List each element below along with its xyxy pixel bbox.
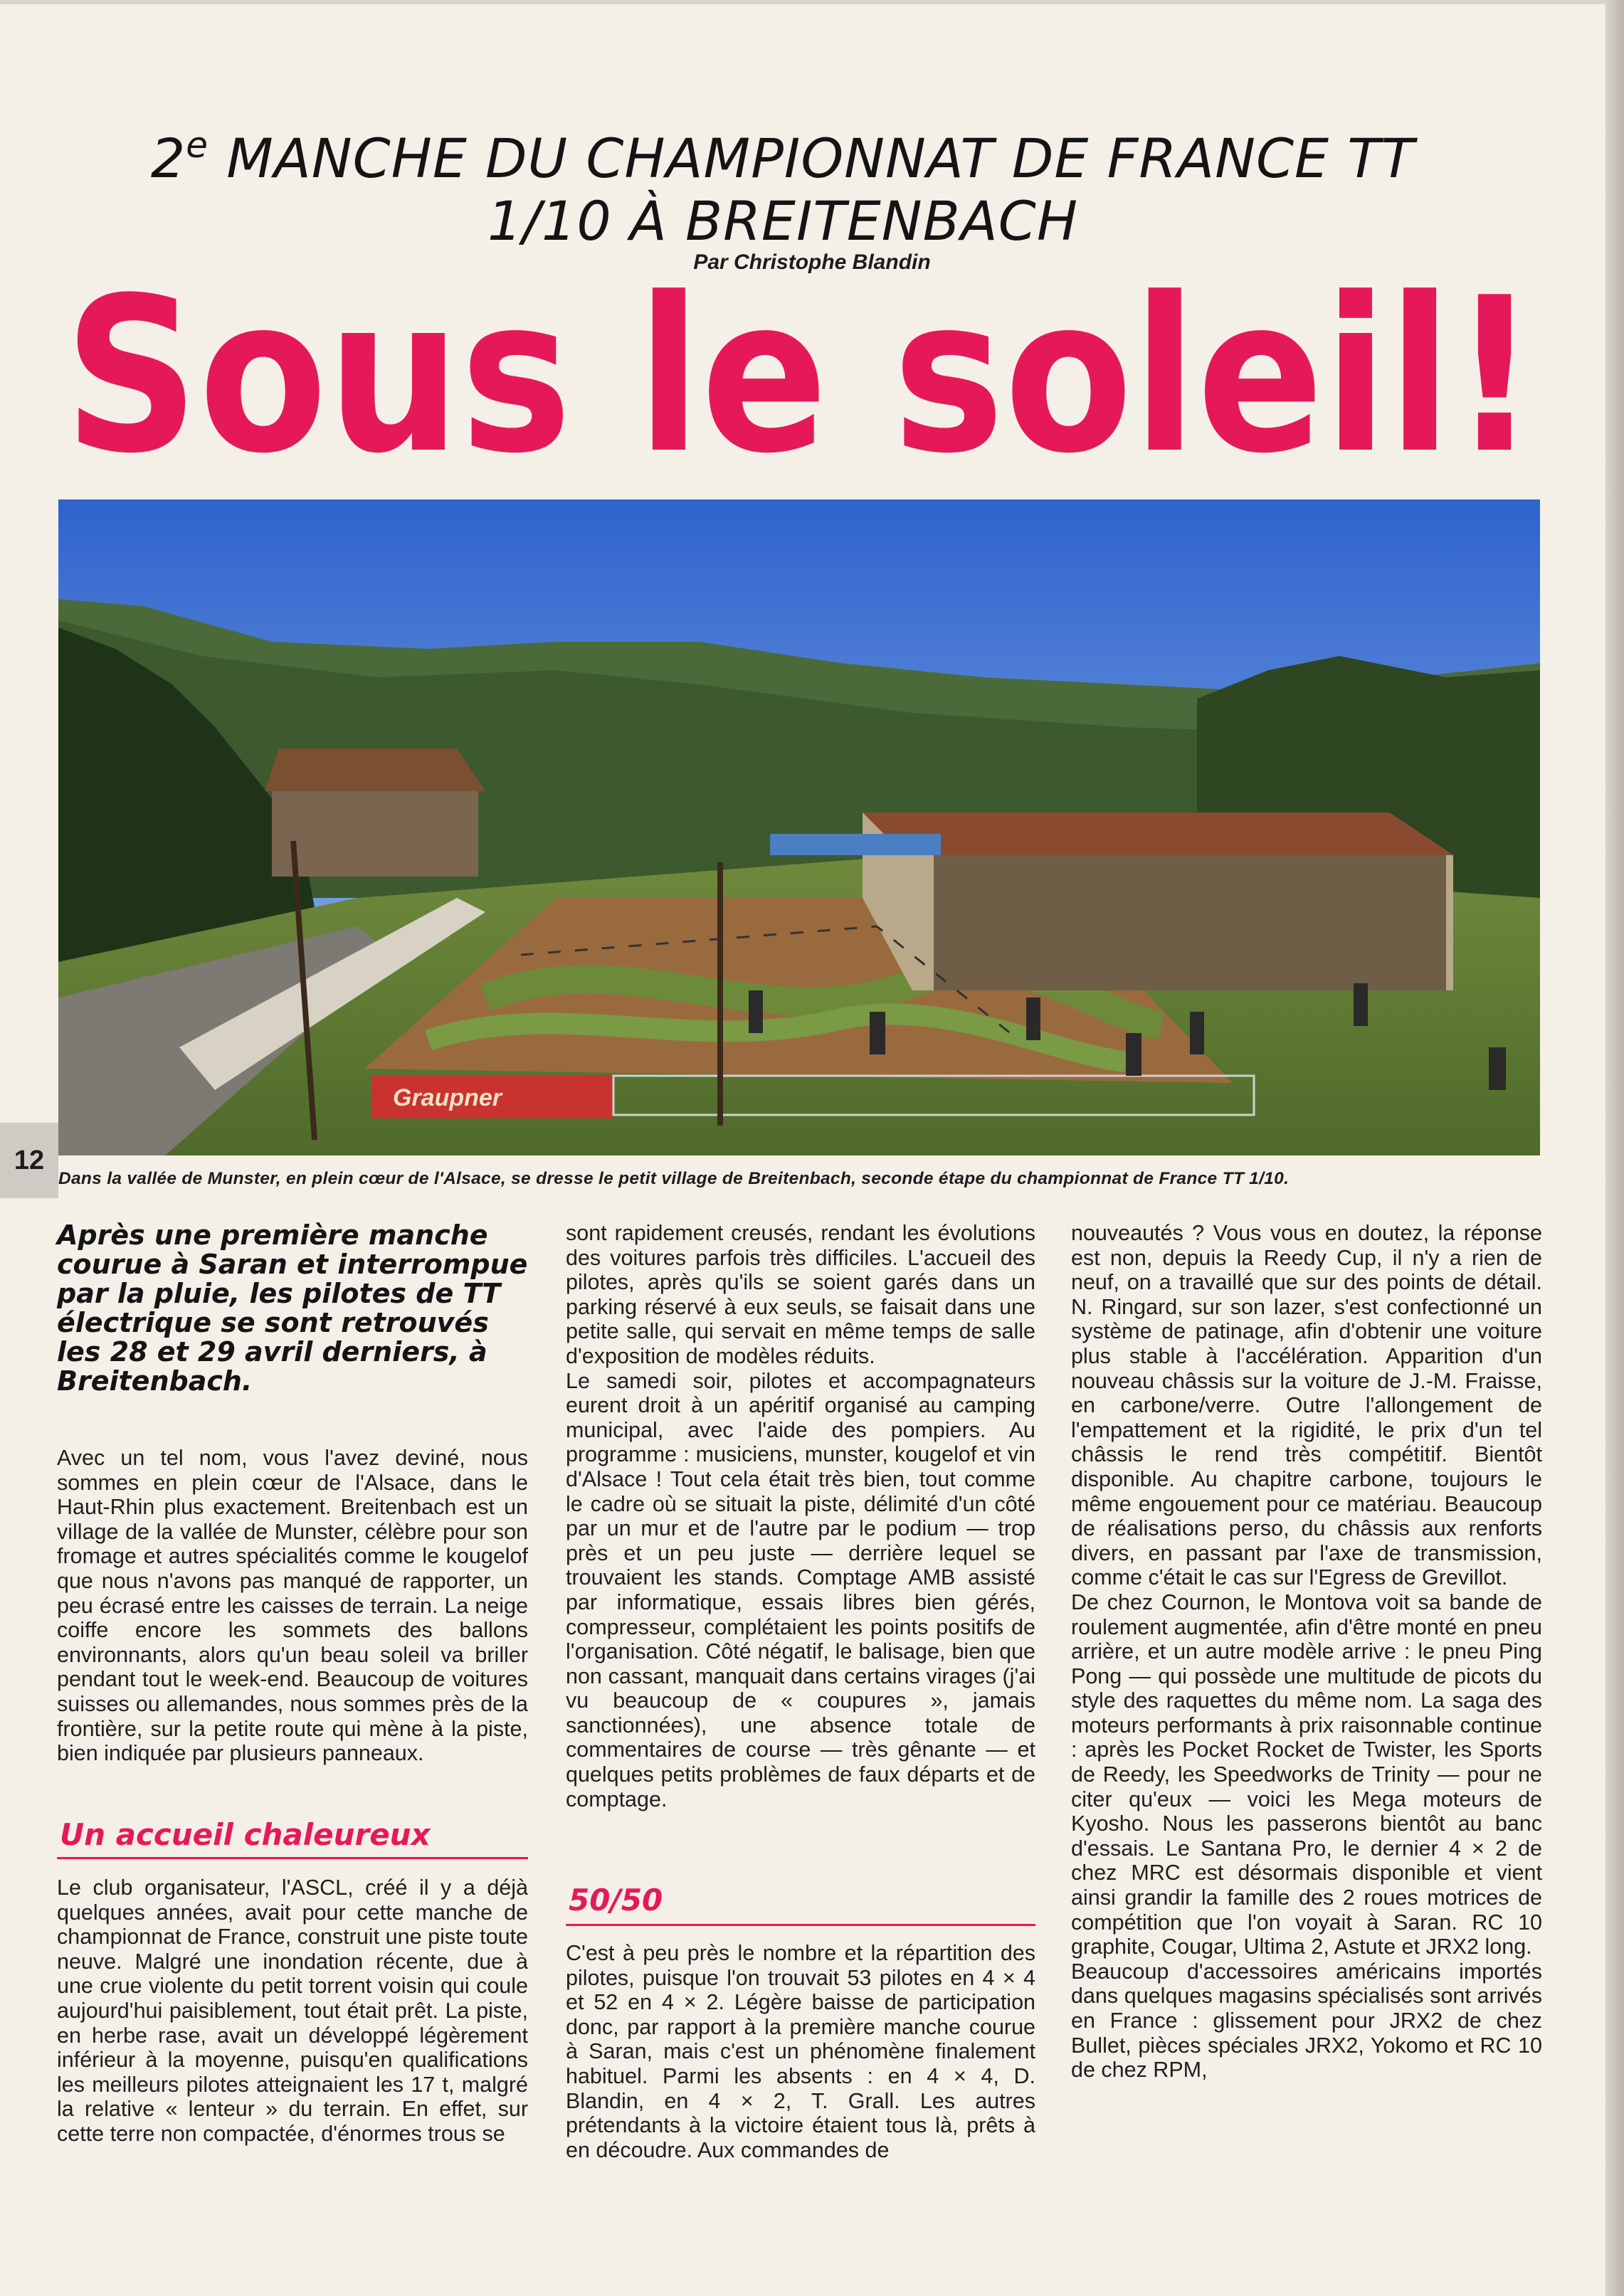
column-3: [1071, 1221, 1542, 2083]
byline: Par Christophe Blandin: [693, 250, 931, 274]
lead-paragraph: Après une première manche courue à Saran et interrompue par la pluie, les pilotes de TT électrique se sont retrouvés les 28 et 29 avril derniers, à Breitenbach.: [57, 1220, 528, 1397]
page-number: 12: [0, 1123, 58, 1198]
column-2-continued: [566, 1941, 1035, 2162]
article-supertitle: [57, 114, 1509, 253]
headline-text: Sous le soleil!: [64, 285, 1537, 491]
col3-paragraph-2: De chez Cournon, le Montova voit sa bande de roulement augmentée, afin d'être monté en pneu arrière, et un autre modèle arrive : le pneu Ping Pong — qui possède une multitude de picots du style des raquettes du même nom. La saga des moteurs performants à prix raisonnable continue : après les Pocket Rocket de Twister, les Sports de Reedy, les Speedworks de Trinity — pour ne citer qu'eux — voici les Mega moteurs de Kyosho. Nous les passerons bientôt au banc d'essais. Le Santana Pro, le dernier 4 × 2 de chez MRC est désormais disponible et vient ainsi grandir la famille des 2 roues motrices de compétition que l'on voyait à Saran. RC 10 graphite, Cougar, Ultima 2, Astute et JRX2 long.: [1071, 1589, 1542, 1959]
column-1: [57, 1446, 528, 1766]
subhead-accueil: Un accueil chaleureux: [60, 1817, 431, 1852]
headline: [57, 285, 1544, 491]
col1-paragraph-2: Le club organisateur, l'ASCL, créé il y a déjà quelques années, avait pour cette manche de championnat de France, construit une piste toute neuve. Malgré une inondation récente, due à une crue violente du petit torrent voisin qui coule aujourd'hui paisiblement, tout était prêt. La piste, en herbe rase, avait un développé légèrement inférieur à la moyenne, puisqu'en qualifications les meilleurs pilotes atteignaient les 17 t, malgré la relative « lenteur » du terrain. En effet, sur cette terre non compactée, d'énormes trous se: [57, 1876, 528, 2146]
race-track-photo: [58, 499, 1540, 1155]
column-2: [566, 1221, 1035, 1811]
column-1-continued: [57, 1876, 528, 2147]
subhead-50-50-rule: [566, 1924, 1035, 1926]
subhead-accueil-rule: [57, 1857, 528, 1859]
col3-paragraph-3: Beaucoup d'accessoires américains importés dans quelques magasins spécialisés sont arrivés en France : glissement pour JRX2 de chez Bullet, pièces spéciales JRX2, Yokomo et RC 10 de chez RPM,: [1071, 1959, 1542, 2083]
col1-paragraph-1: Avec un tel nom, vous l'avez deviné, nous sommes en plein cœur de l'Alsace, dans le Haut-Rhin plus exactement. Breitenbach est un village de la vallée de Munster, célèbre pour son fromage et autres spécialités comme le kougelof que nous n'avons pas manqué de rapporter, un peu écrasé entre les caisses de terrain. La neige coiffe encore les sommets des ballons environnants, alors qu'un beau soleil va briller pendant tout le week-end. Beaucoup de voitures suisses ou allemandes, nous sommes près de la frontière, sur la petite route qui mène à la piste, bien indiquée par plusieurs panneaux.: [57, 1446, 528, 1766]
supertitle-line-1: 2e MANCHE DU CHAMPIONNAT DE FRANCE TT: [150, 125, 1415, 190]
page-gutter: [1605, 0, 1624, 2296]
top-edge: [0, 0, 1624, 4]
col2-paragraph-1: sont rapidement creusés, rendant les évolutions des voitures parfois très difficiles. L'accueil des pilotes, après qu'ils se soient garés dans un parking réservé à eux seuls, se faisait dans une petite salle, qui servait en même temps de salle d'exposition de modèles réduits.: [566, 1221, 1035, 1368]
col2-paragraph-3: C'est à peu près le nombre et la répartition des pilotes, puisque l'on trouvait 53 pilotes en 4 × 4 et 52 en 4 × 2. Légère baisse de participation donc, par rapport à la première manche courue à Saran, mais c'est un phénomène finalement habituel. Parmi les absents : en 4 × 4, D. Blandin, en 4 × 2, T. Grall. Les autres prétendants à la victoire étaient tous là, prêts à en découdre. Aux commandes de: [566, 1941, 1035, 2162]
supertitle-line-2: 1/10 À BREITENBACH: [487, 189, 1078, 253]
supertitle-superscript: e: [186, 125, 209, 166]
subhead-50-50: 50/50: [569, 1883, 663, 1917]
photo-banner-text: Graupner: [393, 1084, 502, 1111]
col2-paragraph-2: Le samedi soir, pilotes et accompagnateurs eurent droit à un apéritif organisé au camping municipal, avec l'aide des pompiers. Au programme : musiciens, munster, kougelof et vin d'Alsace ! Tout cela était très bien, tout comme le cadre où se situait la piste, délimité d'un côté par un mur et de l'autre par le podium — trop près et un peu juste — derrière lequel se trouvaient les stands. Comptage AMB assisté par informatique, essais libres bien gérés, compresseur, complétaient les points positifs de l'organisation. Côté négatif, le balisage, bien que non cassant, manquait dans certains virages (j'ai vu beaucoup de « coupures », jamais sanctionnées), une absence totale de commentaires de course — très gênante — et quelques petits problèmes de faux départs et de comptage.: [566, 1368, 1035, 1811]
col3-paragraph-1: nouveautés ? Vous vous en doutez, la réponse est non, depuis la Reedy Cup, il n'y a rien de neuf, on a travaillé que sur des points de détail. N. Ringard, sur son lazer, s'est confectionné un système de patinage, afin d'obtenir une voiture plus stable à l'accélération. Apparition d'un nouveau châssis sur la voiture de J.-M. Fraisse, en carbone/verre. Outre l'allongement de l'empattement et la rigidité, le prix d'un tel châssis le rend très compétitif. Bientôt disponible. Au chapitre carbone, toujours le même engouement pour ce matériau. Beaucoup de réalisations perso, du châssis aux renforts divers, en passant par l'axe de transmission, comme c'était le cas sur l'Egress de Grevillot.: [1071, 1221, 1542, 1590]
photo-caption: Dans la vallée de Munster, en plein cœur de l'Alsace, se dresse le petit village de Breitenbach, seconde étape du championnat de France TT 1/10.: [58, 1169, 1290, 1188]
